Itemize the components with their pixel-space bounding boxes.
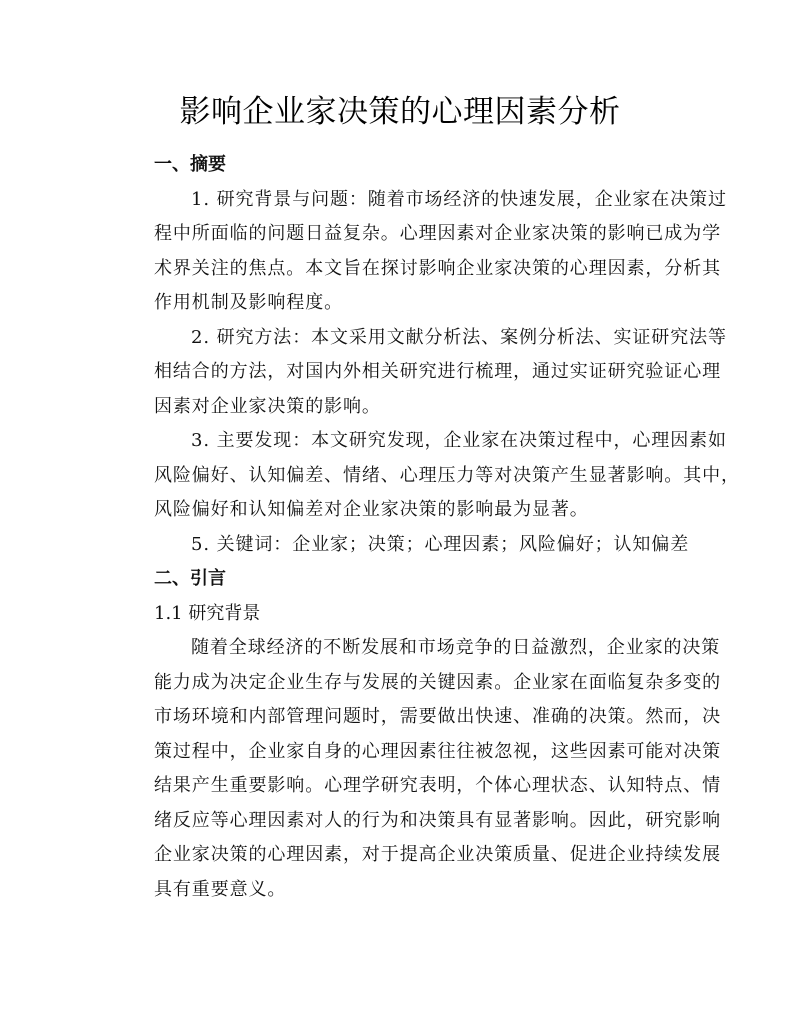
text-line: 1. 研究背景与问题：随着市场经济的快速发展，企业家在决策过 — [191, 188, 727, 210]
section-heading-introduction: 二、引言 — [154, 568, 226, 589]
text-line: 能力成为决定企业生存与发展的关键因素。企业家在面临复杂多变的 — [154, 671, 721, 693]
text-line: 相结合的方法，对国内外相关研究进行梳理，通过实证研究验证心理 — [154, 361, 721, 382]
text-line: 风险偏好、认知偏差、情绪、心理压力等对决策产生显著影响。其中， — [154, 464, 740, 486]
abstract-paragraph-methods — [117, 321, 727, 425]
section-introduction — [117, 562, 721, 907]
text-line: 结果产生重要影响。心理学研究表明，个体心理状态、认知特点、情 — [154, 775, 721, 796]
text-line: 5. 关键词：企业家；决策；心理因素；风险偏好；认知偏差 — [191, 533, 690, 555]
document-title: 影响企业家决策的心理因素分析 — [179, 94, 621, 130]
text-line: 企业家决策的心理因素，对于提高企业决策质量、促进企业持续发展 — [154, 844, 721, 865]
text-line: 2. 研究方法：本文采用文献分析法、案例分析法、实证研究法等 — [191, 326, 727, 348]
text-line: 因素对企业家决策的影响。 — [154, 395, 381, 417]
text-line: 具有重要意义。 — [154, 878, 287, 900]
text-line: 绪反应等心理因素对人的行为和决策具有显著影响。因此，研究影响 — [154, 809, 721, 831]
abstract-paragraph-keywords — [117, 528, 690, 563]
abstract-paragraph-findings — [117, 424, 740, 528]
text-line: 作用机制及影响程度。 — [154, 292, 343, 313]
abstract-paragraph-background — [117, 183, 727, 321]
introduction-paragraph — [117, 631, 721, 907]
section-heading-abstract: 一、摘要 — [154, 154, 226, 175]
text-line: 市场环境和内部管理问题时，需要做出快速、准确的决策。然而，决 — [154, 706, 721, 727]
text-line: 术界关注的焦点。本文旨在探讨影响企业家决策的心理因素，分析其 — [154, 257, 721, 279]
subsection-heading-background: 1.1 研究背景 — [154, 602, 261, 624]
section-abstract — [117, 148, 740, 562]
text-line: 风险偏好和认知偏差对企业家决策的影响最为显著。 — [154, 499, 589, 520]
document-page — [117, 88, 740, 907]
text-line: 3. 主要发现：本文研究发现，企业家在决策过程中，心理因素如 — [191, 430, 727, 451]
text-line: 随着全球经济的不断发展和市场竞争的日益激烈，企业家的决策 — [191, 637, 721, 658]
text-line: 策过程中，企业家自身的心理因素往往被忽视，这些因素可能对决策 — [154, 740, 721, 762]
text-line: 程中所面临的问题日益复杂。心理因素对企业家决策的影响已成为学 — [154, 223, 721, 244]
